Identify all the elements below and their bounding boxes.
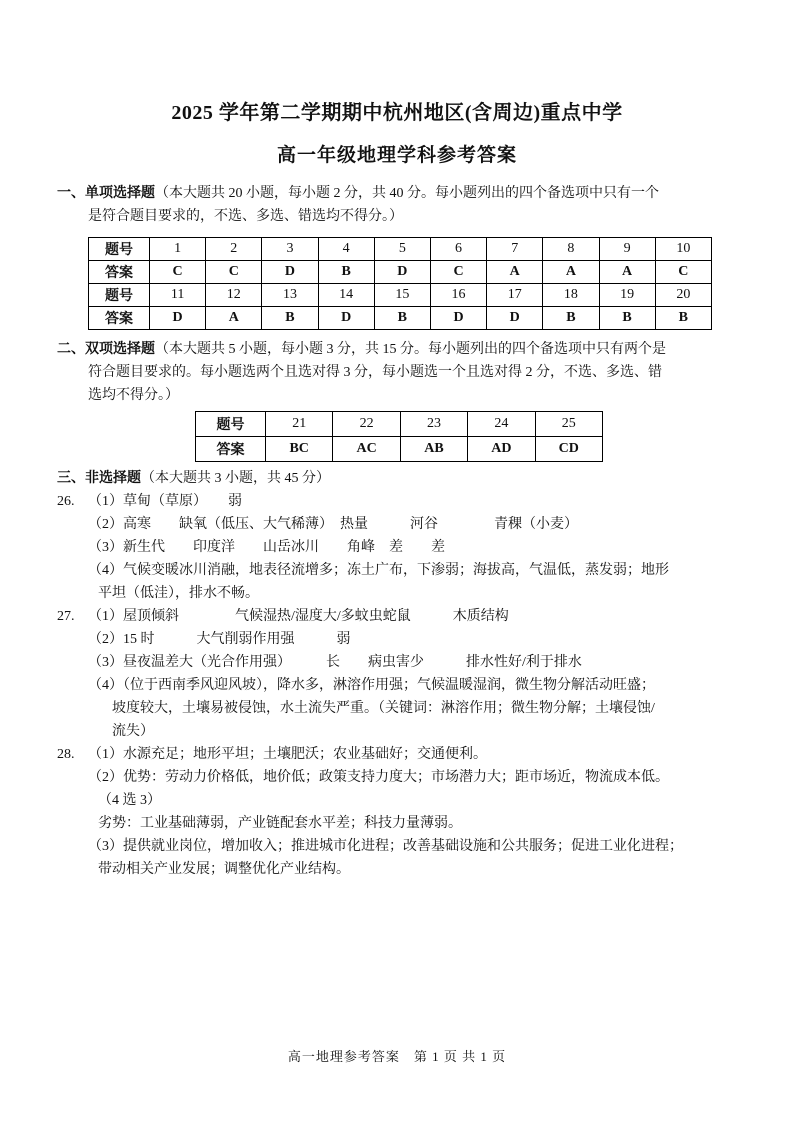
answer-cell: AB — [400, 437, 467, 462]
section1-intro-line1 — [57, 182, 737, 205]
answer-cell: D — [150, 307, 206, 330]
section1-desc-line1: （本大题共 20 小题，每小题 2 分，共 40 分。每小题列出的四个备选项中只有一个 — [155, 186, 659, 201]
row-label: 答案 — [89, 307, 150, 330]
answer-cell: C — [655, 261, 711, 284]
section2-desc-line3: 选均不得分。） — [88, 388, 179, 403]
answer-line — [57, 812, 737, 835]
answer-cell: B — [318, 261, 374, 284]
double-choice-answer-table — [195, 411, 603, 462]
answer-line — [57, 605, 737, 628]
answer-text: 流失） — [112, 724, 154, 739]
section2-desc-line1: （本大题共 5 小题，每小题 3 分，共 15 分。每小题列出的四个备选项中只有两个是 — [155, 342, 666, 357]
table-row — [196, 412, 603, 437]
row-label: 答案 — [89, 261, 150, 284]
answer-cell: D — [318, 307, 374, 330]
answer-cell: 3 — [262, 238, 318, 261]
answer-text: （2）高寒 缺氧（低压、大气稀薄） 热量 河谷 青稞（小麦） — [88, 517, 578, 532]
answer-cell: 7 — [487, 238, 543, 261]
section1-heading: 一、单项选择题 — [57, 186, 155, 201]
section2-intro-line1 — [57, 338, 737, 361]
answer-line — [57, 743, 737, 766]
answer-cell: 25 — [535, 412, 602, 437]
answer-line — [57, 766, 737, 789]
answer-cell: 18 — [543, 284, 599, 307]
answer-text: 劣势：工业基础薄弱，产业链配套水平差；科技力量薄弱。 — [98, 816, 462, 831]
answer-cell: 13 — [262, 284, 318, 307]
answer-text: 坡度较大，土壤易被侵蚀，水土流失严重。（关键词：淋溶作用；微生物分解；土壤侵蚀/ — [112, 701, 655, 716]
answer-cell: A — [543, 261, 599, 284]
section3-desc: （本大题共 3 小题，共 45 分） — [141, 471, 330, 486]
answer-cell: 14 — [318, 284, 374, 307]
answer-cell: 5 — [374, 238, 430, 261]
answer-cell: 6 — [430, 238, 486, 261]
answer-line — [57, 835, 737, 858]
answer-cell: 24 — [468, 412, 535, 437]
answer-line — [57, 651, 737, 674]
answer-cell: 8 — [543, 238, 599, 261]
section2-heading: 二、双项选择题 — [57, 342, 155, 357]
section2-desc-line2: 符合题目要求的。每小题选两个且选对得 3 分，每小题选一个且选对得 2 分，不选、多选、错 — [88, 365, 662, 380]
answer-line — [57, 628, 737, 651]
answer-cell: C — [430, 261, 486, 284]
answer-text: （2）优势：劳动力价格低，地价低；政策支持力度大；市场潜力大；距市场近，物流成本低。 — [88, 770, 669, 785]
page-title: 2025 学年第二学期期中杭州地区(含周边)重点中学 — [171, 102, 623, 124]
answer-cell: 4 — [318, 238, 374, 261]
answer-cell: 23 — [400, 412, 467, 437]
answer-cell: D — [374, 261, 430, 284]
page-footer: 高一地理参考答案 第 1 页 共 1 页 — [287, 1049, 507, 1064]
answer-cell: D — [430, 307, 486, 330]
answer-text: （1）屋顶倾斜 气候湿热/湿度大/多蚊虫蛇鼠 木质结构 — [88, 609, 509, 624]
answer-line — [57, 559, 737, 582]
answer-cell: 11 — [150, 284, 206, 307]
section3-intro — [57, 467, 737, 490]
answer-text: （1）草甸（草原） 弱 — [88, 494, 242, 509]
answer-line — [57, 490, 737, 513]
question-number: 27. — [57, 609, 75, 624]
answer-line — [57, 513, 737, 536]
row-label: 题号 — [89, 238, 150, 261]
answer-text: （4）（位于西南季风迎风坡），降水多，淋溶作用强；气候温暖湿润，微生物分解活动旺盛； — [88, 678, 655, 693]
answer-cell: 12 — [206, 284, 262, 307]
answer-cell: CD — [535, 437, 602, 462]
answer-cell: 22 — [333, 412, 400, 437]
answer-text: （3）提供就业岗位，增加收入；推进城市化进程；改善基础设施和公共服务；促进工业化进程； — [88, 839, 683, 854]
answer-cell: 19 — [599, 284, 655, 307]
answer-cell: 2 — [206, 238, 262, 261]
written-answers — [57, 490, 737, 881]
answer-cell: 17 — [487, 284, 543, 307]
answer-cell: B — [599, 307, 655, 330]
answer-line — [57, 720, 737, 743]
answer-line — [57, 536, 737, 559]
answer-text: 带动相关产业发展；调整优化产业结构。 — [98, 862, 350, 877]
answer-cell: 10 — [655, 238, 711, 261]
answer-cell: 15 — [374, 284, 430, 307]
answer-cell: D — [262, 261, 318, 284]
answer-cell: A — [206, 307, 262, 330]
question-number: 26. — [57, 494, 75, 509]
answer-text: （3）昼夜温差大（光合作用强） 长 病虫害少 排水性好/利于排水 — [88, 655, 582, 670]
question-number: 28. — [57, 747, 75, 762]
answer-cell: A — [487, 261, 543, 284]
answer-cell: 16 — [430, 284, 486, 307]
answer-text: 平坦（低洼），排水不畅。 — [98, 586, 259, 601]
answer-cell: C — [150, 261, 206, 284]
table-row — [89, 307, 712, 330]
answer-line — [57, 858, 737, 881]
answer-line — [57, 582, 737, 605]
answer-cell: A — [599, 261, 655, 284]
answer-text: （4）气候变暖冰川消融，地表径流增多；冻土广布，下渗弱；海拔高，气温低，蒸发弱；地形 — [88, 563, 669, 578]
answer-cell: B — [543, 307, 599, 330]
section3-intro-line1 — [57, 467, 737, 490]
answer-line — [57, 697, 737, 720]
section3-heading: 三、非选择题 — [57, 471, 141, 486]
answer-cell: D — [487, 307, 543, 330]
answer-line — [57, 789, 737, 812]
answer-cell: B — [655, 307, 711, 330]
row-label: 题号 — [89, 284, 150, 307]
section2-intro — [57, 338, 737, 407]
answer-cell: 1 — [150, 238, 206, 261]
table-row — [89, 284, 712, 307]
answer-text: （3）新生代 印度洋 山岳冰川 角峰 差 差 — [88, 540, 445, 555]
answer-cell: 9 — [599, 238, 655, 261]
single-choice-answer-table — [88, 237, 712, 330]
answer-line — [57, 674, 737, 697]
row-label: 题号 — [196, 412, 266, 437]
table-row — [89, 238, 712, 261]
answer-cell: AC — [333, 437, 400, 462]
answer-text: （4 选 3） — [98, 793, 161, 808]
table-row — [89, 261, 712, 284]
section1-desc-line2: 是符合题目要求的，不选、多选、错选均不得分。） — [88, 209, 403, 224]
answer-cell: B — [374, 307, 430, 330]
answer-text: （1）水源充足；地形平坦；土壤肥沃；农业基础好；交通便利。 — [88, 747, 487, 762]
table-row — [196, 437, 603, 462]
answer-cell: B — [262, 307, 318, 330]
answer-cell: C — [206, 261, 262, 284]
answer-text: （2）15 时 大气削弱作用强 弱 — [88, 632, 351, 647]
section1-intro — [57, 182, 737, 228]
answer-cell: 21 — [266, 412, 333, 437]
answer-cell: 20 — [655, 284, 711, 307]
page-subtitle: 高一年级地理学科参考答案 — [276, 145, 517, 166]
row-label: 答案 — [196, 437, 266, 462]
answer-cell: BC — [266, 437, 333, 462]
answer-cell: AD — [468, 437, 535, 462]
